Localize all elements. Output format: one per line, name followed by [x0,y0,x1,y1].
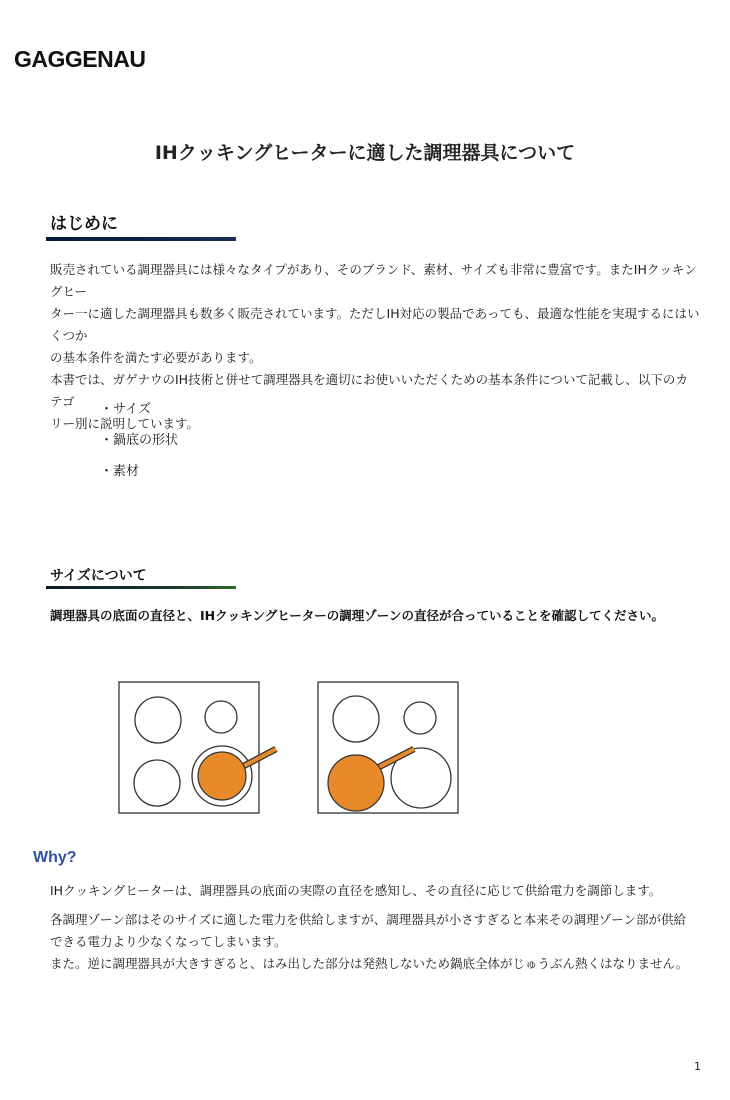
why-text [50,880,700,902]
intro-line-5: リー別に説明しています。 [50,416,200,431]
cooking-zone [333,696,379,742]
why-heading: Why? [33,849,77,866]
list-item: ・鍋底の形状 [100,433,179,448]
list-item: ・サイズ [100,402,151,417]
document-title: IHクッキングヒーターに適した調理器具について [154,142,576,164]
cooking-zone [135,697,181,743]
why-line-2: 各調理ゾーン部はそのサイズに適した電力を供給しますが、調理器具が小さすぎると本来その調理ゾーン部が供給 [50,912,687,927]
intro-line-4: 本書では、ガゲナウのIH技術と併せて調理器具を適切にお使いいただくための基本条件について記載し、以下のカテゴ [50,372,688,409]
cooktop-incorrect [318,682,458,813]
intro-line-1: 販売されている調理器具には様々なタイプがあり、そのブランド、素材、サイズも非常に豊富です。またIHクッキングヒー [50,262,697,299]
intro-line-2: ター一に適した調理器具も数多く販売されています。ただしIH対応の製品であっても、最適な性能を実現するにはいくつか [50,306,700,343]
intro-line-3: の基本条件を満たす必要があります。 [50,350,262,365]
cooking-zone [404,702,436,734]
gaggenau-logo: GAGGENAU [14,46,146,72]
pan-oversized [328,755,384,811]
why-line-1: IHクッキングヒーターは、調理器具の底面の実際の直径を感知し、その直径に応じて供給電力を調節します。 [50,883,662,898]
why-line-3: できる電力より少なくなってしまいます。 [50,934,287,949]
pan-matching [198,752,246,800]
intro-heading: はじめに [50,214,118,234]
cooking-zone [205,701,237,733]
cooktop-correct [119,682,276,813]
cooking-zone [134,760,180,806]
page-number: 1 [694,1060,701,1073]
why-line-4: また。逆に調理器具が大きすぎると、はみ出した部分は発熱しないため鍋底全体がじゅうぶん熱くはなりません。 [50,956,689,971]
size-heading: サイズについて [50,568,147,584]
size-lead-text: 調理器具の底面の直径と、IHクッキングヒーターの調理ゾーンの直径が合っていることを確認してください。 [50,608,664,623]
why-text-2 [50,909,700,975]
list-item: ・素材 [100,464,140,479]
